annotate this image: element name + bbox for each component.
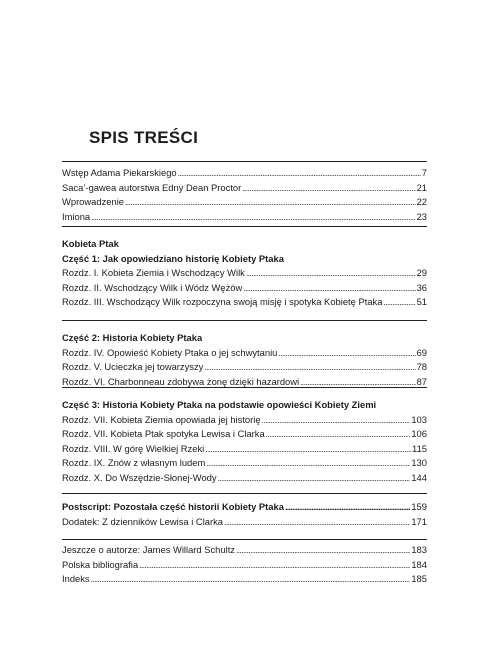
toc-entry-page: 130 <box>411 457 427 469</box>
leader-dots <box>205 442 411 457</box>
toc-entry-label: Rozdz. VIII. W górę Wielkiej Rzeki <box>62 442 205 454</box>
leader-dots <box>236 543 410 558</box>
toc-entry-page: 69 <box>416 346 427 358</box>
leader-dots <box>242 181 415 196</box>
toc-entry[interactable] <box>62 442 427 457</box>
toc-entry-page: 29 <box>416 267 427 279</box>
divider <box>62 226 427 227</box>
leader-dots <box>285 500 410 515</box>
toc-entry[interactable] <box>62 543 427 558</box>
toc-entry-label: Rozdz. V. Ucieczka jej towarzyszy <box>62 361 204 373</box>
toc-entry-label: Wstęp Adama Piekarskiego <box>62 167 177 178</box>
toc-entry-label: Indeks <box>62 573 90 585</box>
toc-entry-page: 185 <box>411 573 427 585</box>
toc-entry-page: 87 <box>416 375 427 387</box>
leader-dots <box>125 195 416 210</box>
toc-entry-label: Rozdz. VI. Charbonneau zdobywa żonę dzięki hazardowi <box>62 375 300 387</box>
leader-dots <box>139 558 410 573</box>
part2-section <box>62 331 427 389</box>
toc-entry-label: Polska bibliografia <box>62 558 139 570</box>
toc-entry-page: 171 <box>411 515 427 527</box>
toc-entry-page: 159 <box>411 501 427 512</box>
toc-entry-page: 106 <box>411 428 427 440</box>
toc-entry-label: Imiona <box>62 210 91 222</box>
toc-entry-label: Rozdz. VII. Kobieta Ptak spotyka Lewisa i Clarka <box>62 428 265 440</box>
toc-entry-label: Rozdz. I. Kobieta Ziemia i Wschodzący Wilk <box>62 267 245 279</box>
toc-entry[interactable] <box>62 210 427 225</box>
divider <box>62 493 427 494</box>
leader-dots <box>383 295 415 310</box>
part-heading: Część 2: Historia Kobiety Ptaka <box>62 332 203 343</box>
toc-entry[interactable] <box>62 346 427 361</box>
leader-dots <box>178 166 421 181</box>
leader-dots <box>243 281 415 296</box>
leader-dots <box>91 572 411 587</box>
toc-entry-label: Rozdz. III. Wschodzący Wilk rozpoczyna swoją misję i spotyka Kobietę Ptaka <box>62 296 383 308</box>
book-title-heading: Kobieta Ptak <box>62 238 119 249</box>
toc-entry-page: 21 <box>416 181 427 193</box>
toc-entry-label: Rozdz. II. Wschodzący Wilk i Wódz Wężów <box>62 281 243 293</box>
toc-entry[interactable] <box>62 281 427 296</box>
leader-dots <box>206 456 410 471</box>
postscript-section <box>62 500 427 529</box>
toc-entry[interactable] <box>62 360 427 375</box>
part1-section <box>62 237 427 310</box>
leader-dots <box>266 427 411 442</box>
divider <box>62 320 427 321</box>
toc-entry[interactable] <box>62 500 427 515</box>
toc-entry[interactable] <box>62 572 427 587</box>
toc-entry-page: 103 <box>411 413 427 425</box>
toc-entry-label: Postscript: Pozostała część historii Kobiety Ptaka <box>62 501 284 512</box>
toc-entry-page: 36 <box>416 281 427 293</box>
toc-entry-page: 183 <box>411 544 427 555</box>
divider <box>62 539 427 540</box>
toc-entry-page: 23 <box>416 210 427 222</box>
toc-entry-page: 51 <box>416 296 427 308</box>
toc-entry[interactable] <box>62 413 427 428</box>
toc-entry-label: Saca’-gawea autorstwa Edny Dean Proctor <box>62 181 242 193</box>
part3-section <box>62 398 427 486</box>
toc-entry[interactable] <box>62 558 427 573</box>
toc-entry-label: Wprowadzenie <box>62 196 125 208</box>
toc-entry[interactable] <box>62 295 427 310</box>
toc-entry-label: Rozdz. X. Do Wszędzie-Słonej-Wody <box>62 471 217 483</box>
part-heading: Część 1: Jak opowiedziano historię Kobiety Ptaka <box>62 252 284 264</box>
leader-dots <box>246 266 416 281</box>
toc-entry-page: 78 <box>416 361 427 373</box>
toc-entry-label: Dodatek: Z dzienników Lewisa i Clarka <box>62 515 224 527</box>
toc-entry[interactable] <box>62 471 427 486</box>
leader-dots <box>278 346 415 361</box>
toc-entry[interactable] <box>62 427 427 442</box>
toc-entry[interactable] <box>62 195 427 210</box>
toc-entry-label: Rozdz. IX. Znów z własnym ludem <box>62 457 206 469</box>
leader-dots <box>224 515 410 530</box>
toc-entry-page: 144 <box>411 471 427 483</box>
toc-entry-label: Rozdz. VII. Kobieta Ziemia opowiada jej historię <box>62 413 261 425</box>
toc-entry-page: 7 <box>421 167 427 178</box>
toc-entry-page: 115 <box>412 442 427 454</box>
toc-entry[interactable] <box>62 456 427 471</box>
leader-dots <box>262 413 411 428</box>
toc-entry-label: Rozdz. IV. Opowieść Kobiety Ptaka o jej schwytaniu <box>62 346 278 358</box>
toc-entry[interactable] <box>62 266 427 281</box>
leader-dots <box>218 471 411 486</box>
leader-dots <box>204 360 415 375</box>
toc-entry[interactable] <box>62 181 427 196</box>
toc-entry[interactable] <box>62 515 427 530</box>
page-title: SPIS TREŚCI <box>89 128 199 147</box>
toc-entry-page: 184 <box>411 558 427 570</box>
toc-entry-label: Jeszcze o autorze: James Willard Schultz <box>62 544 235 555</box>
toc-entry[interactable] <box>62 166 427 181</box>
divider <box>62 161 427 162</box>
toc-entry-page: 22 <box>416 196 427 208</box>
divider <box>62 387 427 388</box>
leader-dots <box>91 210 415 225</box>
part-heading: Część 3: Historia Kobiety Ptaka na podstawie opowieści Kobiety Ziemi <box>62 399 377 410</box>
front-matter-section <box>62 166 427 224</box>
back-matter-section <box>62 543 427 587</box>
